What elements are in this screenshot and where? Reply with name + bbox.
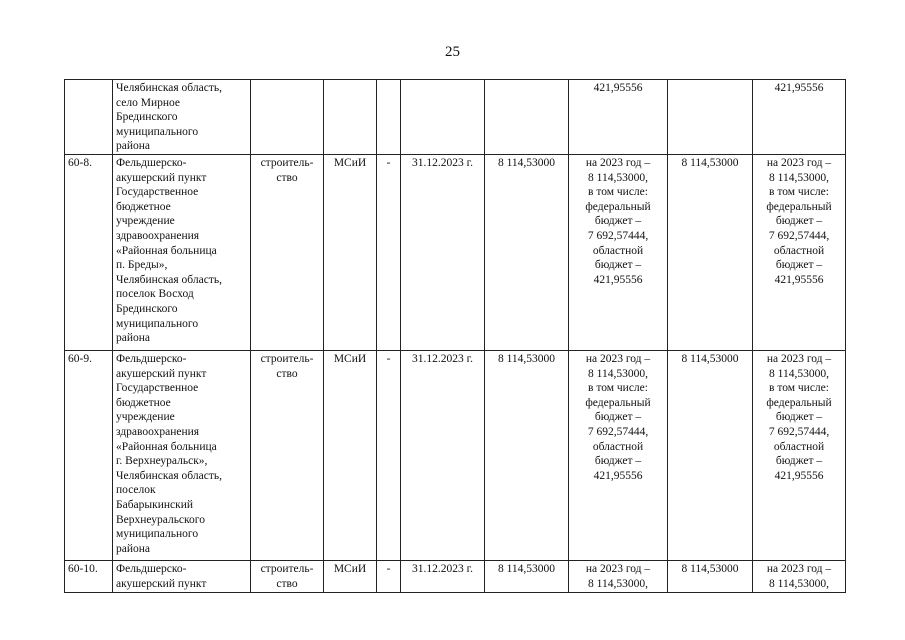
completion-date: 31.12.2023 г. [401, 154, 485, 350]
estimated-cost: 8 114,53000 [485, 560, 569, 592]
dash-cell [377, 80, 401, 155]
financing-breakdown: на 2023 год – 8 114,53000, в том числе: федеральный бюджет – 7 692,57444, областной бюджет – 421,95556 [753, 154, 846, 350]
row-number [65, 80, 113, 155]
limit-breakdown: на 2023 год – 8 114,53000, в том числе: федеральный бюджет – 7 692,57444, областной бюджет – 421,95556 [569, 350, 668, 560]
financing-amount [668, 80, 753, 155]
work-type: строитель- ство [251, 560, 324, 592]
dash-cell: - [377, 560, 401, 592]
responsible: МСиИ [324, 154, 377, 350]
dash-cell: - [377, 350, 401, 560]
financing-amount: 8 114,53000 [668, 560, 753, 592]
object-name: Челябинская область, село Мирное Брединского муниципального района [113, 80, 251, 155]
responsible [324, 80, 377, 155]
object-name: Фельдшерско- акушерский пункт [113, 560, 251, 592]
financing-breakdown: на 2023 год – 8 114,53000, [753, 560, 846, 592]
completion-date [401, 80, 485, 155]
row-number: 60-8. [65, 154, 113, 350]
object-name: Фельдшерско- акушерский пункт Государственное бюджетное учреждение здравоохранения «Районная больница г. Верхнеуральск», Челябинская область, поселок Бабарыкинский Верхнеуральского муниципального района [113, 350, 251, 560]
row-number: 60-10. [65, 560, 113, 592]
objects-table [64, 79, 846, 593]
estimated-cost: 8 114,53000 [485, 154, 569, 350]
estimated-cost: 8 114,53000 [485, 350, 569, 560]
estimated-cost [485, 80, 569, 155]
work-type: строитель- ство [251, 350, 324, 560]
page-number: 25 [445, 44, 460, 60]
financing-breakdown: 421,95556 [753, 80, 846, 155]
limit-breakdown: на 2023 год – 8 114,53000, [569, 560, 668, 592]
financing-amount: 8 114,53000 [668, 154, 753, 350]
limit-breakdown: на 2023 год – 8 114,53000, в том числе: федеральный бюджет – 7 692,57444, областной бюджет – 421,95556 [569, 154, 668, 350]
responsible: МСиИ [324, 350, 377, 560]
completion-date: 31.12.2023 г. [401, 560, 485, 592]
table-row [65, 154, 846, 350]
table-row [65, 560, 846, 592]
limit-breakdown: 421,95556 [569, 80, 668, 155]
financing-breakdown: на 2023 год – 8 114,53000, в том числе: федеральный бюджет – 7 692,57444, областной бюджет – 421,95556 [753, 350, 846, 560]
financing-amount: 8 114,53000 [668, 350, 753, 560]
work-type [251, 80, 324, 155]
work-type: строитель- ство [251, 154, 324, 350]
completion-date: 31.12.2023 г. [401, 350, 485, 560]
table-row [65, 80, 846, 155]
row-number: 60-9. [65, 350, 113, 560]
dash-cell: - [377, 154, 401, 350]
table-row [65, 350, 846, 560]
object-name: Фельдшерско- акушерский пункт Государственное бюджетное учреждение здравоохранения «Районная больница п. Бреды», Челябинская область, поселок Восход Брединского муниципального района [113, 154, 251, 350]
responsible: МСиИ [324, 560, 377, 592]
